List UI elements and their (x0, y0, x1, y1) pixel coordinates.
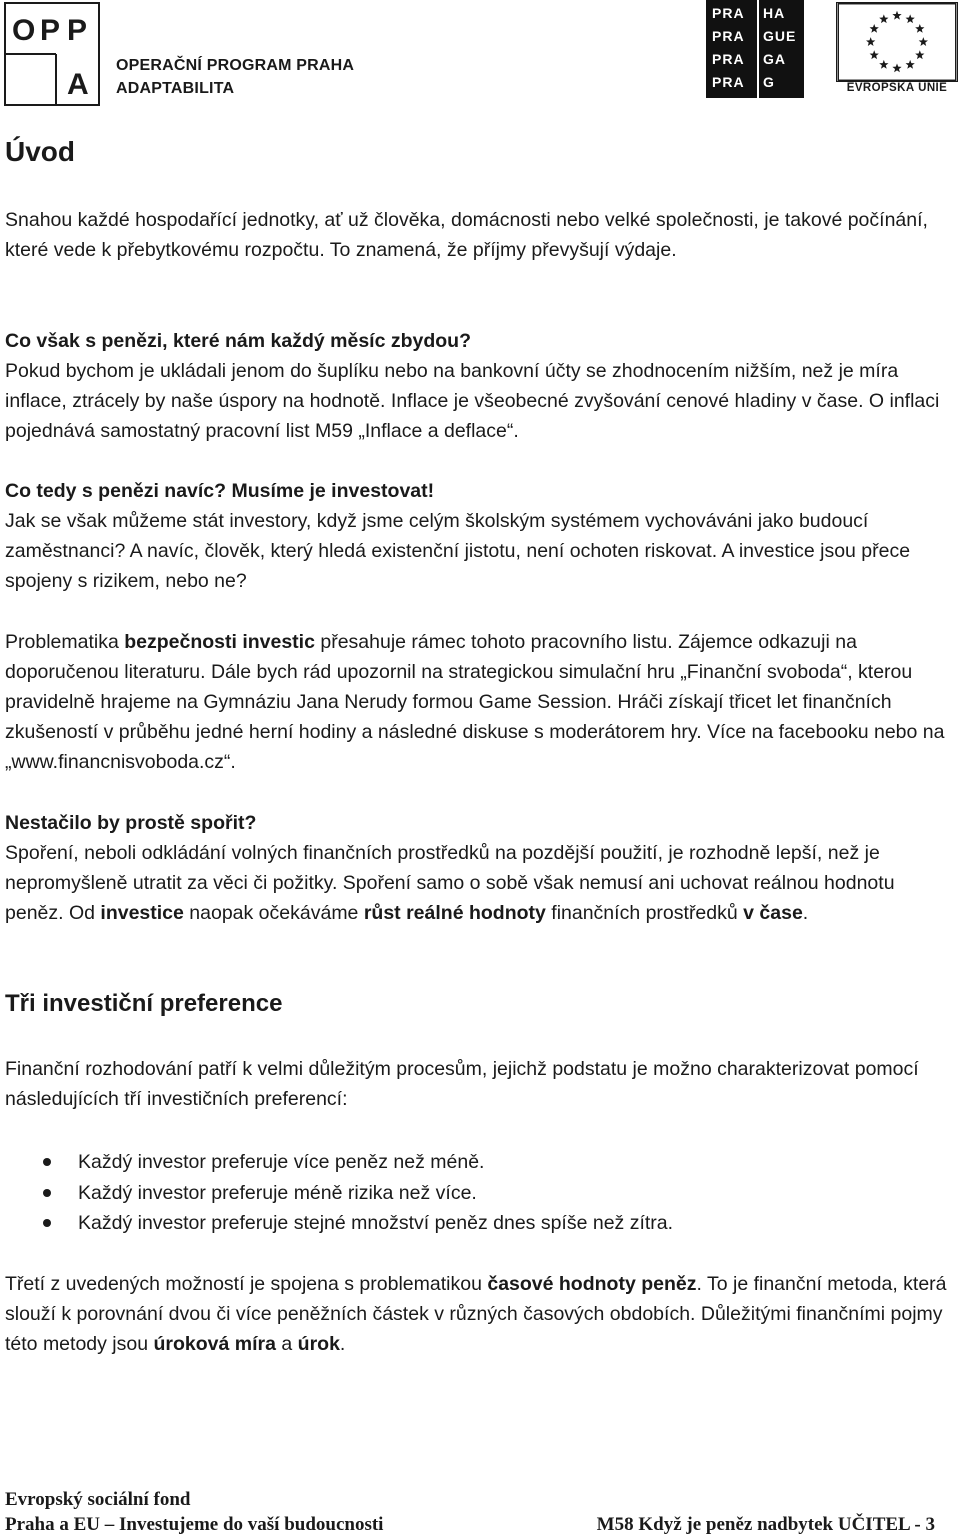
eu-logo (836, 2, 958, 98)
section-title-uvod: Úvod (5, 136, 75, 167)
paragraph-invest (5, 476, 955, 596)
term-interest-rate: úroková míra (153, 1333, 276, 1356)
paragraph-saving (5, 808, 955, 928)
footer-fund: Evropský sociální fond (5, 1489, 191, 1510)
paragraph-security (5, 627, 955, 777)
text-span: a (275, 1333, 298, 1356)
question-saving: Nestačilo by prostě spořit? (5, 812, 257, 834)
question-invest: Co tedy s penězi navíc? Musíme je investovat! (5, 480, 435, 502)
section-title-preferences: Tři investiční preference (5, 990, 283, 1017)
opp-letter-p1: P (40, 14, 61, 47)
text-span: Spoření, neboli odkládání volných finančních prostředků na pozdější použití, je rozhodně lepší, než je nepromyšleně utratit za věci či požitky. Spoření samo o sobě však nemusí ani uchovat reálnou hodnotu peněz. Od (5, 842, 895, 925)
eu-stars-icon (836, 2, 958, 82)
paragraph-inflation-text: Pokud bychom je ukládali jenom do šuplíku nebo na bankovní účty se zhodnocením nižším, než je míra inflace, ztrácely by naše úspory na hodnotě. Inflace je všeobecné zvyšování cenové hladiny v čase. O inflaci pojednává samostatný pracovní list M59 „Inflace a deflace“. (5, 360, 940, 443)
term-investice: investice (100, 902, 184, 925)
opp-letter-o: O (12, 14, 36, 47)
eu-label: EVROPSKÁ UNIE (846, 82, 948, 94)
list-item: Každý investor preferuje více peněz než méně. (5, 1147, 955, 1178)
praha-left-3: PRA (712, 51, 745, 67)
text-span: . To je finanční metoda, která slouží k porovnání dvou či více peněžních částek v různých časových obdobích. Důležitými finančními pojmy této metody jsou (5, 1273, 947, 1356)
list-item: Každý investor preferuje stejné množství peněz dnes spíše než zítra. (5, 1208, 955, 1239)
term-investment-security: bezpečnosti investic (124, 631, 315, 653)
text-span: Třetí z uvedených možností je spojena s problematikou (5, 1273, 488, 1295)
list-item: Každý investor preferuje méně rizika než více. (5, 1178, 955, 1209)
praha-right-4: G (763, 74, 775, 90)
praha-right-1: HA (763, 5, 786, 21)
praha-logo (706, 0, 804, 98)
page-header (0, 0, 960, 110)
term-in-time: v čase (743, 902, 803, 925)
opp-program-line1: OPERAČNÍ PROGRAM PRAHA (116, 57, 355, 74)
text-span: naopak očekáváme (183, 902, 364, 925)
footer-motto: Praha a EU – Investujeme do vaší budoucnosti (5, 1514, 384, 1535)
praha-left-2: PRA (712, 28, 745, 44)
text-span: . (802, 902, 809, 925)
paragraph-invest-text: Jak se však můžeme stát investory, když jsme celým školským systémem vychováváni jako budoucí zaměstnanci? A navíc, člověk, který hledá existenční jistotu, není ochoten riskovat. A investice jsou přece spojeny s rizikem, nebo ne? (5, 510, 911, 593)
question-savings: Co však s penězi, které nám každý měsíc zbydou? (5, 330, 472, 352)
text-span: finančních prostředků (545, 902, 744, 925)
opp-letter-a: A (67, 68, 89, 101)
term-interest: úrok (297, 1333, 340, 1356)
opp-program-name (116, 54, 354, 100)
footer-document-id: M58 Když je peněz nadbytek UČITEL - 3 (596, 1514, 935, 1535)
paragraph-intro: Snahou každé hospodařící jednotky, ať už člověka, domácnosti nebo velké společnosti, je takové počínání, které vede k přebytkovému rozpočtu. To znamená, že příjmy převyšují výdaje. (5, 209, 928, 262)
praha-right-2: GUE (763, 28, 797, 44)
page-footer (5, 1487, 955, 1537)
paragraph-time-value (5, 1269, 955, 1359)
term-time-value-of-money: časové hodnoty peněz (487, 1273, 697, 1295)
paragraph-savings-question (5, 326, 955, 446)
preferences-list (5, 1147, 955, 1239)
praha-right-3: GA (763, 51, 786, 67)
paragraph-preferences-intro: Finanční rozhodování patří k velmi důležitým procesům, jejichž podstatu je možno charakterizovat pomocí následujících tří investičních preferencí: (5, 1058, 919, 1111)
opp-logo (4, 2, 100, 106)
text-span: přesahuje rámec tohoto pracovního listu. Zájemce odkazuji na doporučenou literaturu. Dále bych rád upozornil na strategickou simulační hru „Finanční svoboda“, kterou pravidelně hrajeme na Gymnáziu Jana Nerudy formou Game Session. Hráči získají třicet let finančních zkušeností v průběhu jedné herní hodiny a následné diskuse s moderátorem hry. Více na facebooku nebo na „www.financnisvoboda.cz“. (5, 631, 945, 774)
term-real-value-growth: růst reálné hodnoty (363, 902, 546, 925)
text-span: . (339, 1333, 346, 1356)
praha-left-4: PRA (712, 74, 745, 90)
opp-letter-p2: P (67, 14, 88, 47)
praha-left-1: PRA (712, 5, 745, 21)
text-span: Problematika (5, 631, 125, 653)
opp-program-line2: ADAPTABILITA (116, 80, 235, 97)
